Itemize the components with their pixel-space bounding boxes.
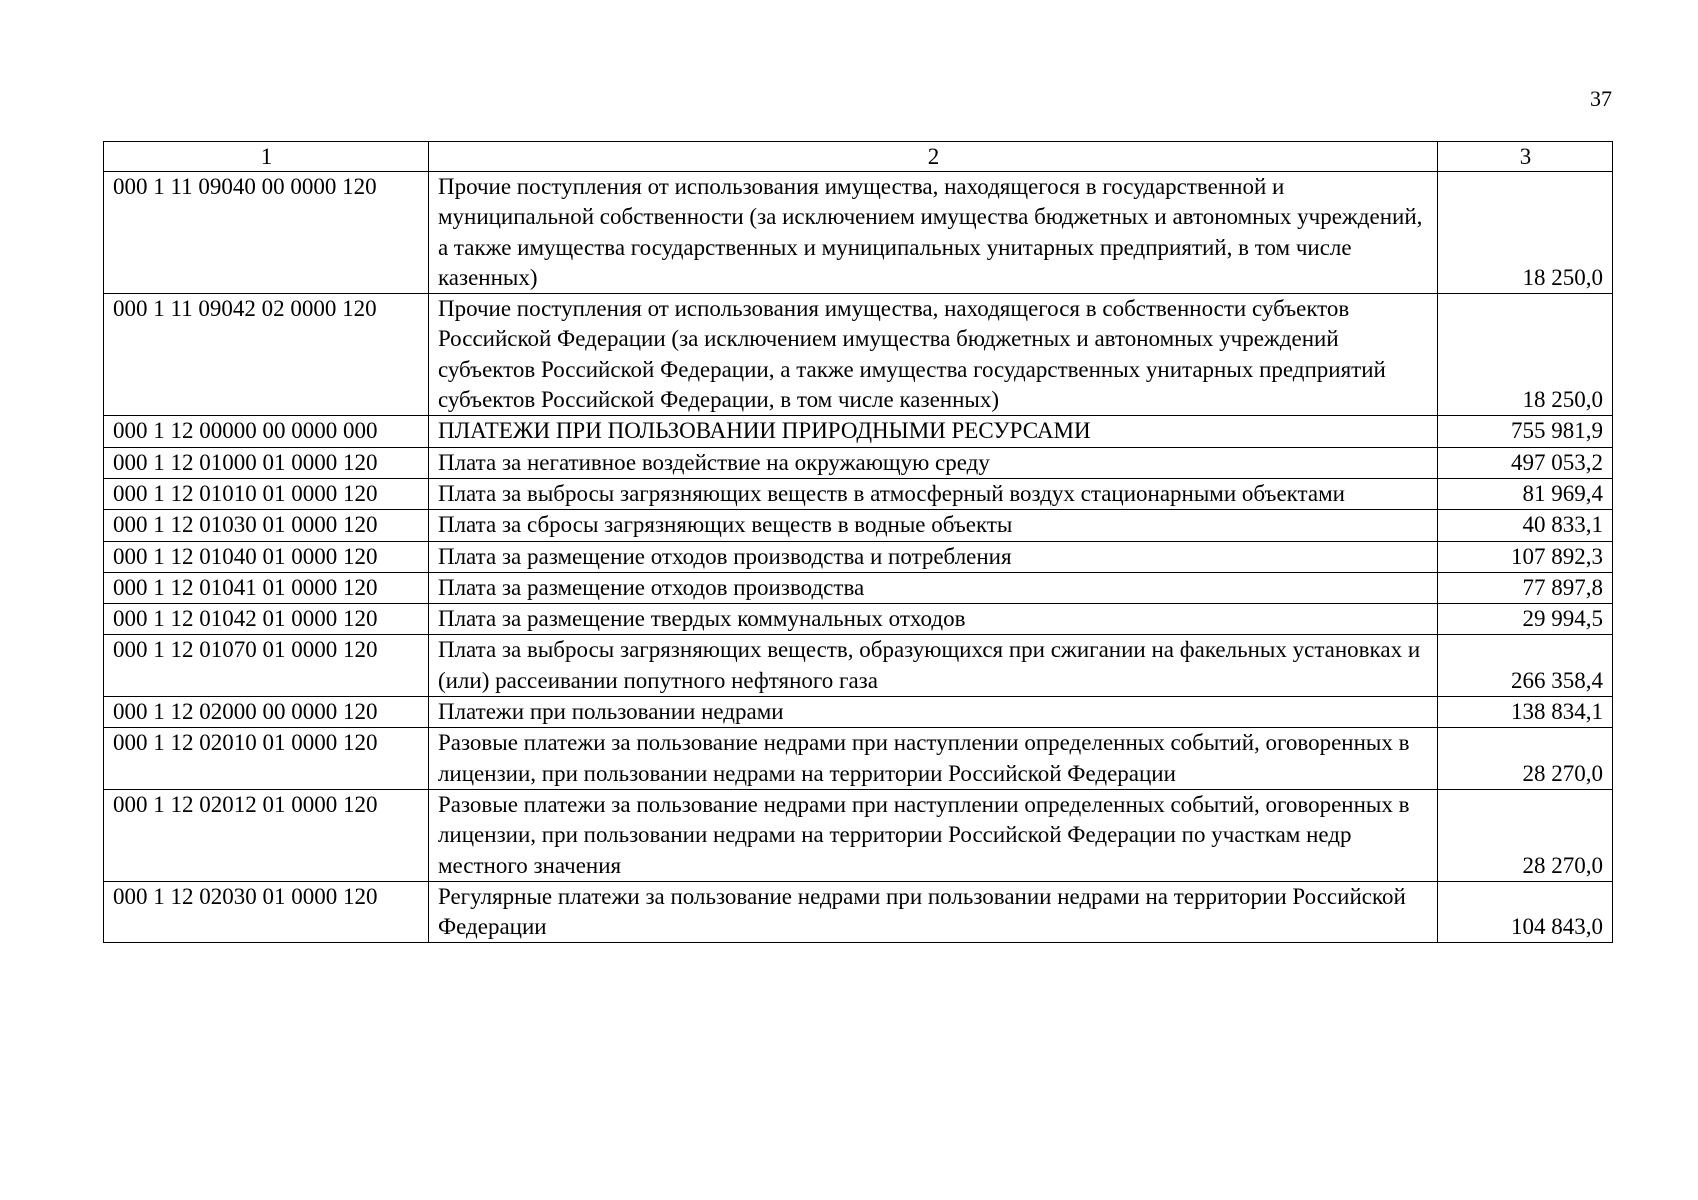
revenue-code-cell: 000 1 12 02012 01 0000 120 — [104, 789, 429, 881]
revenue-code-cell: 000 1 12 01030 01 0000 120 — [104, 510, 429, 541]
table-row — [104, 478, 1613, 509]
revenue-name-cell: Прочие поступления от использования имущества, находящегося в государственной и муниципальной собственности (за исключением имущества бюджетных и автономных учреждений, а также имущества государственных и муниципальных унитарных предприятий, в том числе казенных) — [428, 172, 1437, 294]
revenue-name-cell: Плата за сбросы загрязняющих веществ в водные объекты — [428, 510, 1437, 541]
amount-cell: 497 053,2 — [1438, 447, 1613, 478]
amount-cell: 755 981,9 — [1438, 416, 1613, 447]
revenue-code-cell: 000 1 12 00000 00 0000 000 — [104, 416, 429, 447]
table-row — [104, 294, 1613, 416]
revenue-code-cell: 000 1 12 01041 01 0000 120 — [104, 572, 429, 603]
page-number: 37 — [1590, 86, 1612, 111]
table-row — [104, 635, 1613, 697]
table-row — [104, 697, 1613, 728]
revenue-code-cell: 000 1 12 02030 01 0000 120 — [104, 881, 429, 943]
table-row — [104, 604, 1613, 635]
table-row — [104, 789, 1613, 881]
table-row — [104, 172, 1613, 294]
revenue-code-cell: 000 1 12 01010 01 0000 120 — [104, 478, 429, 509]
revenue-name-cell: Платежи при пользовании недрами — [428, 697, 1437, 728]
amount-cell: 77 897,8 — [1438, 572, 1613, 603]
column-header-amount: 3 — [1438, 142, 1613, 172]
amount-cell: 107 892,3 — [1438, 541, 1613, 572]
revenue-name-cell: Прочие поступления от использования имущества, находящегося в собственности субъектов Российской Федерации (за исключением имущества бюджетных и автономных учреждений субъектов Российской Федерации, а также имущества государственных унитарных предприятий субъектов Российской Федерации, в том числе казенных) — [428, 294, 1437, 416]
amount-cell: 104 843,0 — [1438, 881, 1613, 943]
column-header-code: 1 — [104, 142, 429, 172]
revenue-code-cell: 000 1 12 01042 01 0000 120 — [104, 604, 429, 635]
table-row — [104, 416, 1613, 447]
table-row — [104, 541, 1613, 572]
amount-cell: 266 358,4 — [1438, 635, 1613, 697]
table-row — [104, 510, 1613, 541]
amount-cell: 138 834,1 — [1438, 697, 1613, 728]
revenue-code-cell: 000 1 11 09040 00 0000 120 — [104, 172, 429, 294]
revenue-name-cell: Разовые платежи за пользование недрами при наступлении определенных событий, оговоренных в лицензии, при пользовании недрами на территории Российской Федерации — [428, 728, 1437, 790]
amount-cell: 81 969,4 — [1438, 478, 1613, 509]
revenue-name-cell: ПЛАТЕЖИ ПРИ ПОЛЬЗОВАНИИ ПРИРОДНЫМИ РЕСУРСАМИ — [428, 416, 1437, 447]
amount-cell: 18 250,0 — [1438, 294, 1613, 416]
amount-cell: 40 833,1 — [1438, 510, 1613, 541]
amount-cell: 29 994,5 — [1438, 604, 1613, 635]
revenue-name-cell: Плата за выбросы загрязняющих веществ в атмосферный воздух стационарными объектами — [428, 478, 1437, 509]
table-body — [104, 142, 1613, 943]
revenue-name-cell: Плата за размещение твердых коммунальных отходов — [428, 604, 1437, 635]
revenue-code-cell: 000 1 12 01070 01 0000 120 — [104, 635, 429, 697]
revenue-code-cell: 000 1 12 02010 01 0000 120 — [104, 728, 429, 790]
table-row — [104, 447, 1613, 478]
table-row — [104, 881, 1613, 943]
amount-cell: 18 250,0 — [1438, 172, 1613, 294]
revenue-name-cell: Регулярные платежи за пользование недрами при пользовании недрами на территории Российской Федерации — [428, 881, 1437, 943]
table-header-row — [104, 142, 1613, 172]
budget-revenue-table — [103, 141, 1613, 943]
column-header-name: 2 — [428, 142, 1437, 172]
revenue-name-cell: Плата за размещение отходов производства и потребления — [428, 541, 1437, 572]
table-row — [104, 572, 1613, 603]
revenue-code-cell: 000 1 12 02000 00 0000 120 — [104, 697, 429, 728]
revenue-code-cell: 000 1 12 01040 01 0000 120 — [104, 541, 429, 572]
amount-cell: 28 270,0 — [1438, 789, 1613, 881]
revenue-name-cell: Плата за выбросы загрязняющих веществ, образующихся при сжигании на факельных установках и (или) рассеивании попутного нефтяного газа — [428, 635, 1437, 697]
revenue-name-cell: Плата за размещение отходов производства — [428, 572, 1437, 603]
table-row — [104, 728, 1613, 790]
revenue-name-cell: Разовые платежи за пользование недрами при наступлении определенных событий, оговоренных в лицензии, при пользовании недрами на территории Российской Федерации по участкам недр местного значения — [428, 789, 1437, 881]
revenue-name-cell: Плата за негативное воздействие на окружающую среду — [428, 447, 1437, 478]
revenue-code-cell: 000 1 11 09042 02 0000 120 — [104, 294, 429, 416]
amount-cell: 28 270,0 — [1438, 728, 1613, 790]
revenue-code-cell: 000 1 12 01000 01 0000 120 — [104, 447, 429, 478]
